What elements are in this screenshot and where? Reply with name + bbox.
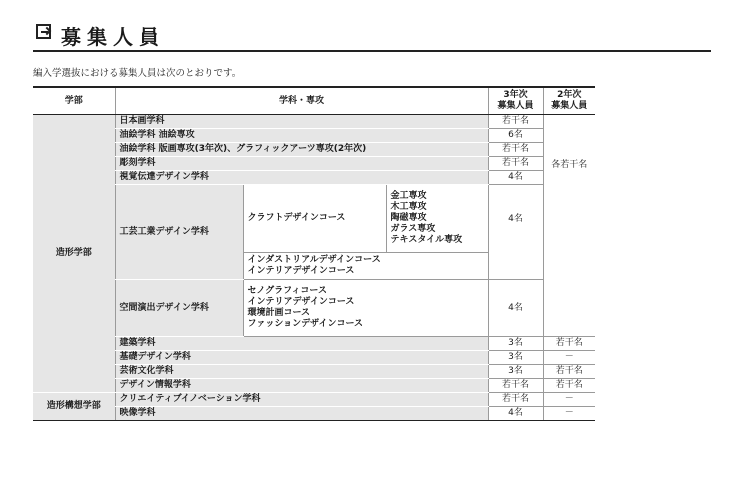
subject-geijutsu: 芸術文化学科: [115, 365, 488, 379]
page-title: 募集人員: [61, 25, 165, 49]
arrow-box-icon: [36, 24, 51, 39]
recruitment-table: [33, 86, 595, 421]
kukan-courses: セノグラフィコース インテリアデザインコース 環境計画コース ファッションデザインコース: [243, 280, 488, 337]
subject-kogei: 工芸工業デザイン学科: [115, 185, 243, 280]
subject-design-joho: デザイン情報学科: [115, 379, 488, 393]
y2-kiso: －: [543, 351, 595, 365]
dept-zokei-koso: 造形構想学部: [33, 393, 115, 421]
y2-merged: 各若干名: [543, 115, 595, 337]
subject-creative: クリエイティブイノベーション学科: [115, 393, 488, 407]
y3-chokoku: 若干名: [488, 157, 543, 171]
craft-specialties: 金工専攻 木工専攻 陶磁専攻 ガラス専攻 テキスタイル専攻: [386, 185, 488, 253]
header-2nd-year: 2年次 募集人員: [543, 87, 595, 115]
subject-nihonga: 日本画学科: [115, 115, 488, 129]
y3-shikaku: 4名: [488, 171, 543, 185]
dept-zokei: 造形学部: [33, 115, 115, 393]
y2-geijutsu: 若干名: [543, 365, 595, 379]
y3-kenchiku: 3名: [488, 337, 543, 351]
y2-eizo: －: [543, 407, 595, 421]
course-industrial: インダストリアルデザインコース インテリアデザインコース: [243, 253, 488, 280]
y2-creative: －: [543, 393, 595, 407]
header-3rd-year: 3年次 募集人員: [488, 87, 543, 115]
subject-kenchiku: 建築学科: [115, 337, 488, 351]
course-craft: クラフトデザインコース: [243, 185, 386, 253]
y3-nihonga: 若干名: [488, 115, 543, 129]
subject-kiso: 基礎デザイン学科: [115, 351, 488, 365]
intro-text: 編入学選抜における募集人員は次のとおりです。: [33, 68, 242, 79]
y3-geijutsu: 3名: [488, 365, 543, 379]
subject-eizo: 映像学科: [115, 407, 488, 421]
subject-shikaku: 視覚伝達デザイン学科: [115, 171, 488, 185]
y3-kukan: 4名: [488, 280, 543, 337]
subject-aburae: 油絵学科 油絵専攻: [115, 129, 488, 143]
subject-kukan: 空間演出デザイン学科: [115, 280, 243, 337]
header-dept: 学部: [33, 87, 115, 115]
subject-hanga: 油絵学科 版画専攻(3年次)、グラフィックアーツ専攻(2年次): [115, 143, 488, 157]
y3-hanga: 若干名: [488, 143, 543, 157]
subject-chokoku: 彫刻学科: [115, 157, 488, 171]
y3-eizo: 4名: [488, 407, 543, 421]
header-subject: 学科・専攻: [115, 87, 488, 115]
y3-kogei: 4名: [488, 185, 543, 280]
y3-creative: 若干名: [488, 393, 543, 407]
y2-design-joho: 若干名: [543, 379, 595, 393]
y3-design-joho: 若干名: [488, 379, 543, 393]
y2-kenchiku: 若干名: [543, 337, 595, 351]
y3-aburae: 6名: [488, 129, 543, 143]
section-header: [33, 18, 711, 52]
y3-kiso: 3名: [488, 351, 543, 365]
